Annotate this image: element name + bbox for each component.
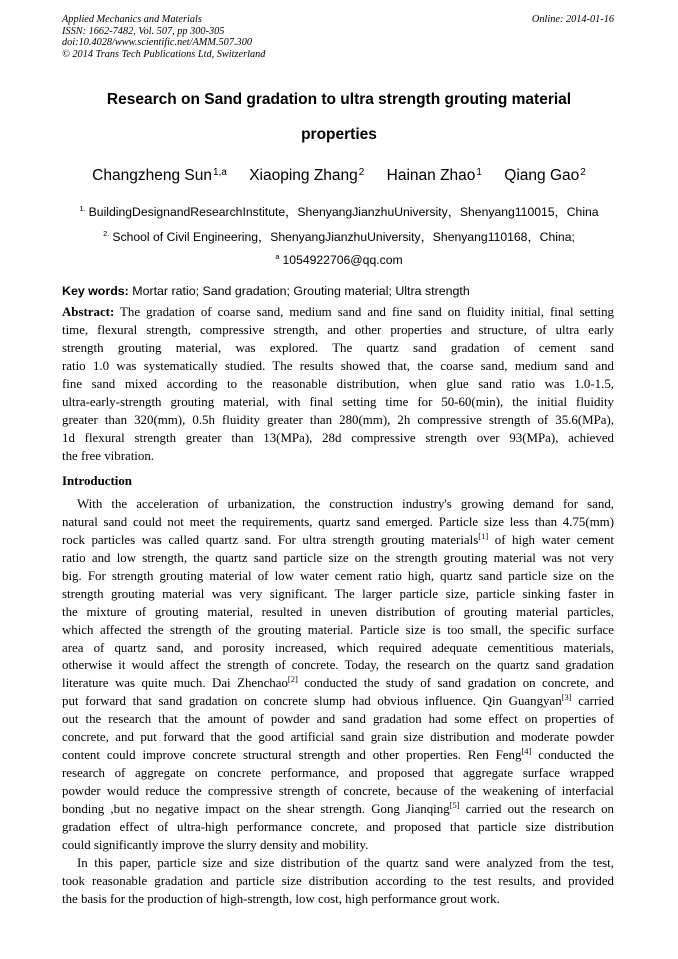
abstract-text: ratio 1.0 was systematically studied. The results showed that, the coarse sand, medium sand and [62, 358, 614, 373]
line-text: In this paper, particle size and size distribution of the quartz sand were analyzed from the test, [77, 856, 614, 870]
paragraph-line [62, 837, 614, 855]
online-date: Online: 2014-01-16 [531, 14, 614, 25]
abstract-text: The gradation of coarse sand, medium sand and fine sand on fluidity initial, final setting [114, 305, 614, 319]
line-text: carried [571, 694, 614, 709]
affiliation-text: BuildingDesignandResearchInstitute，ShenyangJianzhuUniversity，Shenyang110015，China [88, 205, 599, 219]
paragraph-line [62, 855, 614, 873]
author [249, 167, 364, 184]
line-text: ratio and low strength, the quartz sand particle size on the strength grouting material was not very [62, 550, 614, 565]
paragraph-line [62, 586, 614, 604]
paragraph-line [62, 657, 614, 675]
author [387, 167, 482, 184]
paragraph-line [62, 711, 614, 729]
abstract-label: Abstract: [62, 305, 115, 319]
keywords-label: Key words: [62, 284, 129, 298]
author-affil-mark: 2 [358, 167, 365, 178]
affiliation-2 [62, 228, 616, 245]
section-heading-introduction: Introduction [62, 474, 132, 488]
abstract-line [62, 412, 614, 430]
author [504, 167, 586, 184]
citation-ref: [3] [561, 693, 572, 703]
introduction-paragraph-2 [62, 855, 614, 909]
author-name: Hainan Zhao [386, 167, 476, 184]
line-text: otherwise it would affect the strength of concrete. Today, the research on the quartz sand gradation [62, 658, 614, 673]
paragraph-line [62, 729, 614, 747]
author-list [62, 167, 616, 185]
paragraph-line [62, 873, 614, 891]
line-text: With the acceleration of urbanization, the construction industry's growing demand for sand, [77, 497, 614, 511]
abstract-text: 1d flexural strength greater than 13(MPa), 28d compressive strength over 93(MPa), achieved [62, 430, 614, 445]
abstract-line [62, 322, 614, 340]
line-text: research of aggregate on concrete performance, and proposed that aggregate surface wrapped [62, 766, 614, 781]
paragraph-line [62, 675, 614, 693]
citation-ref: [5] [449, 800, 460, 810]
abstract-text: fine sand mixed according to the reasonable distribution, when glue sand ratio was 1.0-1.5, [62, 376, 614, 391]
line-text: could significantly improve the slurry density and mobility. [62, 837, 369, 852]
author [92, 167, 227, 184]
abstract-text: greater than 320(mm), 0.5h fluidity greater than 280(mm), 2h compressive strength of 35.6(MPa), [62, 412, 614, 427]
line-text: of high water cement [488, 532, 614, 547]
affiliation-mark: 1. [79, 204, 86, 213]
keywords [62, 284, 470, 298]
line-text: conducted the [531, 748, 614, 763]
line-text: rock particles was called quartz sand. For ultra strength grouting materials [62, 532, 479, 547]
line-text: bonding ,but no negative impact on the shear strength. Gong Jianqing [62, 801, 450, 816]
line-text: concrete, and put forward that the good artificial sand grain size distribution and moderate powder [62, 730, 614, 745]
paragraph-line [62, 693, 614, 711]
abstract-line [62, 340, 614, 358]
paragraph-line [62, 550, 614, 568]
paragraph-line [62, 783, 614, 801]
abstract-line [62, 394, 614, 412]
email-mark: a [275, 252, 280, 261]
line-text: area of quartz sand, and porosity increased, which required adequate cementitious materials, [62, 640, 614, 655]
abstract-line [62, 358, 614, 376]
line-text: the basis for the production of high-strength, low cost, high performance grout work. [62, 891, 500, 906]
journal-copyright: © 2014 Trans Tech Publications Ltd, Switzerland [62, 48, 266, 60]
author-name: Qiang Gao [504, 167, 580, 184]
abstract-text: the free vibration. [62, 448, 154, 463]
paragraph-line [62, 568, 614, 586]
paragraph-line [62, 801, 614, 819]
author-affil-mark: 2 [580, 167, 586, 178]
line-text: put forward that sand gradation on concrete slump had obvious influence. Qin Guangyan [62, 694, 562, 709]
journal-name: Applied Mechanics and Materials [62, 14, 202, 25]
line-text: which affected the strength of the grouting material. Particle size is too small, the specific surface [62, 622, 614, 637]
citation-ref: [1] [478, 531, 489, 541]
line-text: strength grouting material was very significant. The larger particle size, particle sinking faster in [62, 586, 614, 601]
abstract-line [62, 376, 614, 394]
introduction-paragraph-1 [62, 496, 614, 855]
line-text: gradation effect of ultra-high performance concrete, and proposed that particle size distribution [62, 819, 614, 834]
abstract-text: time, flexural strength, compressive strength, and other properties and structure, of ultra early [62, 322, 614, 337]
paragraph-line [62, 532, 614, 550]
paragraph-line [62, 747, 614, 765]
line-text: content could improve concrete structural strength and other properties. Ren Feng [62, 748, 522, 763]
paper-title-line-2: properties [301, 126, 377, 143]
author-affil-mark: 1,a [212, 167, 227, 178]
paragraph-line [62, 514, 614, 532]
journal-issn: ISSN: 1662-7482, Vol. 507, pp 300-305 [62, 25, 225, 37]
paragraph-line [62, 604, 614, 622]
citation-ref: [2] [287, 675, 298, 685]
line-text: powder would reduce the compressive strength of concrete, because of the weakening of interfacial [62, 784, 614, 798]
journal-meta [62, 14, 265, 60]
paragraph-line [62, 891, 614, 909]
keywords-text: Mortar ratio; Sand gradation; Grouting material; Ultra strength [132, 284, 470, 298]
abstract [62, 304, 614, 465]
author-name: Xiaoping Zhang [249, 167, 358, 184]
affiliation-mark: 2. [103, 229, 110, 238]
paragraph-line [62, 622, 614, 640]
paragraph-line [62, 765, 614, 783]
abstract-text: ultra-early-strength grouting material, with final setting time for 50-60(min), the initial fluidity [62, 394, 614, 409]
author-email [62, 253, 616, 267]
line-text: literature was quite much. Dai Zhenchao [62, 676, 288, 691]
line-text: natural sand could not meet the requirements, quartz sand emerged. Particle size less than 4.75(mm) [62, 514, 614, 529]
citation-ref: [4] [521, 747, 532, 757]
paragraph-line [62, 640, 614, 658]
abstract-line [62, 304, 614, 322]
email-text: 1054922706@qq.com [282, 253, 403, 267]
line-text: the mixture of grouting material, resulted in uneven distribution of grouting material particles, [62, 604, 614, 619]
author-affil-mark: 1 [476, 167, 482, 178]
line-text: took reasonable gradation and particle size distribution according to the test results, and provided [62, 873, 614, 888]
paragraph-line [62, 819, 614, 837]
abstract-line [62, 430, 614, 448]
abstract-text: strength grouting material, was explored. The quartz sand gradation of cement sand [62, 340, 614, 355]
journal-doi: doi:10.4028/www.scientific.net/AMM.507.300 [62, 37, 252, 49]
line-text: conducted the study of sand gradation on concrete, and [297, 676, 614, 691]
paper-title-line-1: Research on Sand gradation to ultra strength grouting material [106, 91, 572, 108]
paragraph-line [62, 496, 614, 514]
affiliation-text: School of Civil Engineering，ShenyangJianzhuUniversity，Shenyang110168，China; [112, 230, 575, 244]
line-text: big. For strength grouting material of low water cement ratio high, quartz sand particle size on the [62, 568, 614, 583]
line-text: carried out the research on [459, 801, 614, 816]
affiliation-1 [62, 203, 616, 220]
abstract-line [62, 448, 614, 466]
author-name: Changzheng Sun [92, 167, 212, 184]
line-text: out the research that the amount of powder and sand gradation had some effect on properties of [62, 712, 614, 727]
